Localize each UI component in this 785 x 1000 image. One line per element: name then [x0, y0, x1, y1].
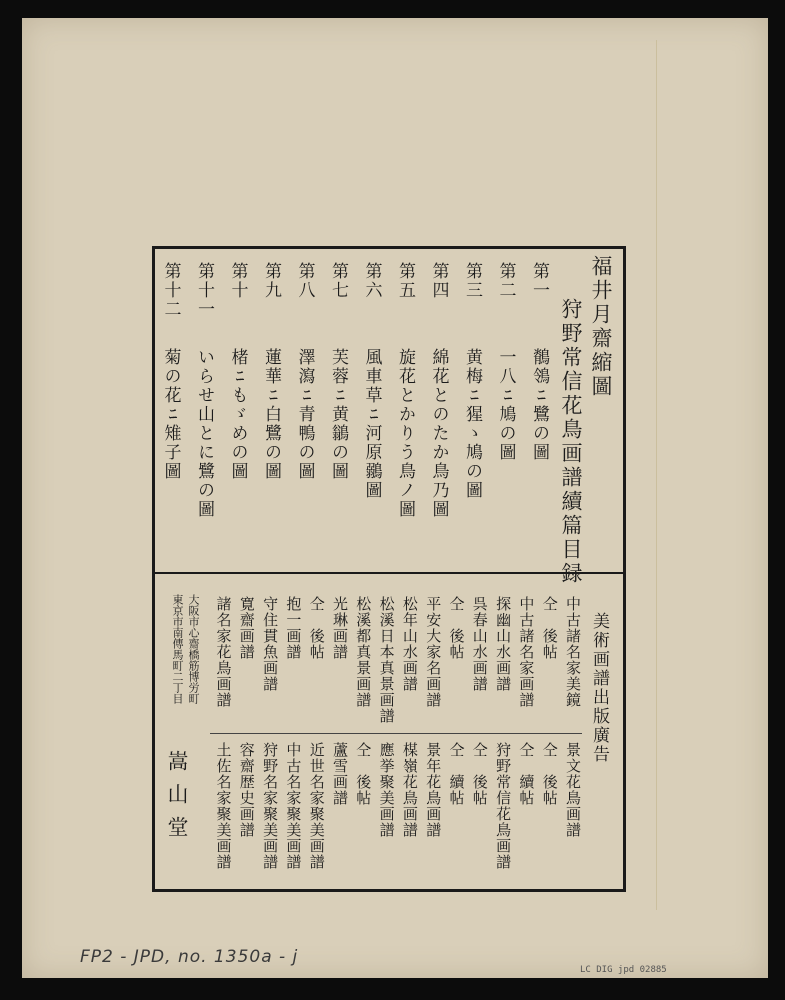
advert-top-item: 光琳画譜 [331, 596, 349, 660]
advert-top-item: 仝 後帖 [307, 596, 326, 660]
contents-number: 第一 [529, 262, 549, 300]
header-title-b: 狩野常信花鳥画譜續篇目録 [559, 298, 583, 586]
contents-number: 第十二 [160, 262, 181, 319]
advert-bottom-item: 仝 後帖 [354, 742, 373, 806]
advert-bottom-item: 中古名家聚美画譜 [284, 742, 303, 870]
contents-number: 第九 [261, 262, 281, 300]
contents-number: 第三 [462, 262, 482, 300]
advert-bottom-item: 狩野名家聚美画譜 [261, 742, 280, 870]
advert-top-item: 抱一画譜 [284, 596, 303, 660]
advert-top-item: 探幽山水画譜 [494, 596, 513, 692]
contents-title: 旋花とかりう鳥ノ圖 [395, 348, 415, 519]
contents-number: 第七 [328, 262, 348, 300]
archive-stamp: LC DIG jpd 02885 [580, 965, 667, 975]
catalog-note: FP2 - JPD, no. 1350a - j [80, 947, 299, 967]
contents-number: 第十一 [194, 262, 214, 319]
advert-top-item: 中古諸名家美鏡 [564, 596, 582, 708]
advert-top-item: 仝 後帖 [447, 596, 466, 660]
contents-number: 第八 [294, 262, 315, 300]
publisher-address-2: 東京市南傳馬町二丁目 [171, 594, 184, 704]
advert-bottom-item: 仝 續帖 [517, 742, 536, 806]
advert-top-item: 仝 後帖 [540, 596, 559, 660]
contents-title: 澤瀉ﾆ青鴨の圖 [294, 348, 315, 481]
advert-top-item: 松年山水画譜 [400, 596, 419, 692]
advert-bottom-item: 近世名家聚美画譜 [307, 742, 326, 870]
fold-line [656, 40, 767, 910]
advert-top-item: 松溪日本真景画譜 [377, 596, 396, 724]
advert-bottom-item: 仝 後帖 [540, 742, 559, 806]
contents-title: 楮ﾆもゞめの圖 [227, 348, 248, 481]
contents-title: 風車草ﾆ河原鶸圖 [361, 348, 382, 500]
advert-bottom-item: 蘆雪画譜 [331, 742, 349, 806]
advert-bottom-item: 景年花鳥画譜 [424, 742, 443, 838]
contents-title: 黄梅ﾆ猩ゝ鳩の圖 [462, 348, 482, 500]
advert-bottom-item: 狩野常信花鳥画譜 [494, 742, 513, 870]
section-divider [155, 572, 623, 574]
contents-number: 第四 [428, 262, 449, 300]
advert-bottom-item: 容齋歴史画譜 [237, 742, 256, 838]
advert-bottom-item: 仝 後帖 [470, 742, 489, 806]
contents-title: 蓮華ﾆ白鷺の圖 [261, 348, 281, 481]
advert-bottom-item: 應挙聚美画譜 [377, 742, 396, 838]
contents-title: 一八ﾆ鳩の圖 [495, 348, 516, 462]
contents-title: 綿花とのたか鳥乃圖 [428, 348, 449, 519]
contents-number: 第五 [395, 262, 415, 300]
publisher-name: 嵩山堂 [165, 750, 189, 849]
advert-heading: 美術画譜出版廣告 [589, 612, 609, 764]
contents-title: 芙蓉ﾆ黄鶲の圖 [328, 348, 348, 481]
advert-divider [210, 733, 582, 734]
advert-bottom-item: 楳嶺花鳥画譜 [400, 742, 419, 838]
advert-bottom-item: 景文花鳥画譜 [564, 742, 582, 838]
contents-title: いらせ山とに鷺の圖 [194, 348, 214, 519]
contents-title: 鶺鴒ﾆ鷺の圖 [529, 348, 549, 462]
contents-number: 第二 [495, 262, 516, 300]
header-title-a: 福井月齋縮圖 [589, 255, 613, 399]
advert-top-item: 平安大家名画譜 [424, 596, 443, 708]
advert-top-item: 寛齋画譜 [237, 596, 256, 660]
contents-title: 菊の花ﾆ雉子圖 [160, 348, 181, 481]
advert-top-item: 諸名家花鳥画譜 [214, 596, 233, 708]
contents-number: 第六 [361, 262, 382, 300]
contents-number: 第十 [227, 262, 248, 300]
advert-top-item: 守住貫魚画譜 [261, 596, 280, 692]
publisher-address-1: 大阪市心齋橋筋博労町 [187, 594, 200, 704]
advert-top-item: 松溪都真景画譜 [354, 596, 373, 708]
advert-bottom-item: 土佐名家聚美画譜 [214, 742, 233, 870]
advert-bottom-item: 仝 續帖 [447, 742, 466, 806]
advert-top-item: 中古諸名家画譜 [517, 596, 536, 708]
advert-top-item: 呉春山水画譜 [470, 596, 489, 692]
